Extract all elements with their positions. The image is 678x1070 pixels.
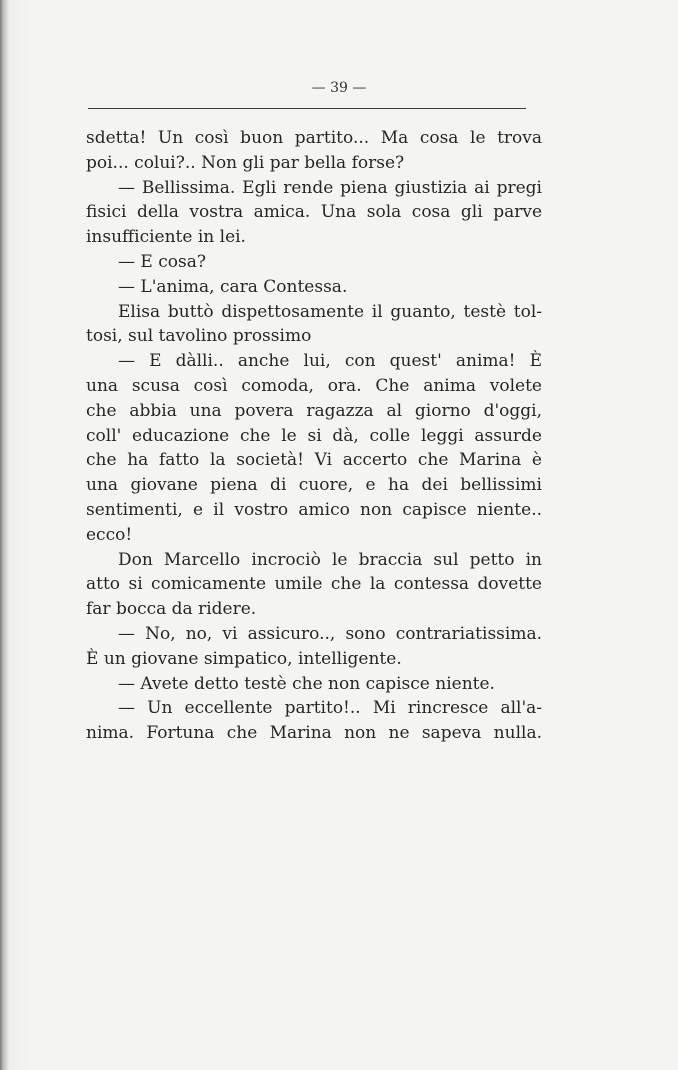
text-line: sentimenti, e il vostro amico non capisce niente..	[86, 499, 542, 520]
text-line: che ha fatto la società! Vi accerto che Marina è	[86, 450, 542, 471]
text-line: tosi, sul tavolino prossimo	[86, 326, 312, 347]
body-text	[86, 126, 542, 746]
text-line: nima. Fortuna che Marina non ne sapeva nulla.	[86, 723, 542, 744]
text-line: fisici della vostra amica. Una sola cosa gli parve	[86, 202, 542, 223]
text-line: coll' educazione che le si dà, colle leggi assurde	[86, 425, 542, 446]
text-line: una giovane piena di cuore, e ha dei bellissimi	[86, 475, 542, 496]
text-line: — Avete detto testè che non capisce niente.	[118, 673, 495, 694]
text-line: sdetta! Un così buon partito... Ma cosa le trova	[86, 128, 542, 148]
text-line: una scusa così comoda, ora. Che anima volete	[86, 375, 542, 396]
text-line: — L'anima, cara Contessa.	[118, 276, 348, 297]
text-line: far bocca da ridere.	[86, 599, 257, 620]
text-line: — Un eccellente partito!.. Mi rincresce all'a-	[118, 698, 542, 719]
text-line: — No, no, vi assicuro.., sono contrariatissima.	[118, 623, 542, 644]
text-line: che abbia una povera ragazza al giorno d'oggi,	[86, 400, 542, 421]
text-line: Don Marcello incrociò le braccia sul petto in	[118, 549, 542, 570]
text-line: — E cosa?	[118, 251, 206, 272]
text-line: poi... colui?.. Non gli par bella forse?	[86, 152, 405, 173]
text-line: ecco!	[86, 524, 133, 545]
text-line: — E dàlli.. anche lui, con quest' anima! È	[118, 351, 542, 372]
text-line: atto si comicamente umile che la contessa dovette	[86, 574, 542, 595]
text-line: È un giovane simpatico, intelligente.	[86, 648, 402, 669]
header-rule	[88, 108, 526, 109]
text-line: — Bellissima. Egli rende piena giustizia ai pregi	[118, 177, 542, 198]
page-number: — 39 —	[311, 80, 367, 96]
text-line: insufficiente in lei.	[86, 227, 246, 248]
text-line: Elisa buttò dispettosamente il guanto, testè tol-	[118, 301, 542, 322]
